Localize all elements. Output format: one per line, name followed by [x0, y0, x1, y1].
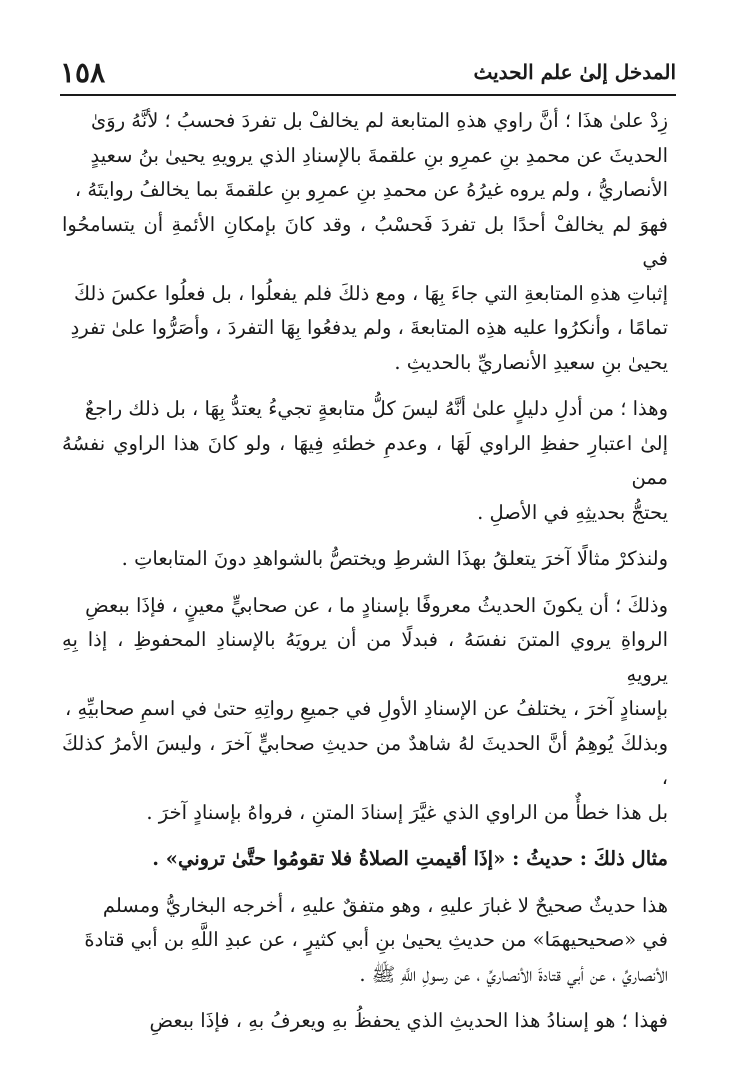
text-line: الحديثَ عن محمدِ بنِ عمرِو بنِ علقمةَ بالإسنادِ الذي يرويهِ يحيىٰ بنُ سعيدٍ — [90, 143, 668, 167]
paragraph — [62, 392, 668, 530]
paragraph — [62, 542, 668, 577]
text-line: إثباتِ هذهِ المتابعةِ التي جاءَ بِهَا ، ومع ذلكَ فلم يفعلُوا ، بل فعلُوا عكسَ ذلكَ — [74, 281, 668, 305]
page-number: ١٥٨ — [60, 55, 106, 89]
text-line: فهذا ؛ هو إسنادُ هذا الحديثِ الذي يحفظُ بهِ ويعرفُ بهِ ، فإذَا ببعضِ — [149, 1009, 668, 1032]
running-title: المدخل إلىٰ علم الحديث — [473, 60, 676, 84]
paragraph — [62, 589, 668, 831]
header-rule — [60, 94, 676, 96]
paragraph — [62, 104, 668, 380]
text-line: فهوَ لم يخالفْ أحدًا بل تفردَ فَحسْبُ ، وقد كانَ بإمكانِ الأئمةِ أن يتسامحُوا في — [62, 212, 668, 270]
text-line: يحيىٰ بنِ سعيدِ الأنصاريِّ بالحديثِ . — [394, 350, 668, 374]
page-header — [60, 52, 676, 92]
text-line: إلىٰ اعتبارِ حفظِ الراوي لَهَا ، وعدمِ خطئهِ فِيهَا ، ولو كانَ هذا الراوي نفسُهُ ممن — [62, 431, 668, 489]
text-line: هذا حديثٌ صحيحٌ لا غبارَ عليهِ ، وهو متفقٌ عليهِ ، أخرجه البخاريُّ ومسلم — [102, 893, 668, 917]
page-body — [62, 104, 668, 1039]
paragraph — [62, 889, 668, 993]
text-line: وهذا ؛ من أدلِ دليلٍ علىٰ أنَّهُ ليسَ كلُّ متابعةٍ تجيءُ يعتدُّ بِهَا ، بل ذلك راجعٌ — [84, 397, 668, 420]
text-line: بإسنادٍ آخرَ ، يختلفُ عن الإسنادِ الأولِ في جميعِ رواتِهِ حتىٰ في اسمِ صحابيِّهِ ، — [65, 697, 668, 720]
text-line: الأنصاريِّ ، عن أبي قتادةَ الأنصاريِّ ، عن رسولِ اللَّهِ ﷺ . — [359, 962, 668, 986]
text-line: وذلكَ ؛ أن يكونَ الحديثُ معروفًا بإسنادٍ ما ، عن صحابيٍّ معينٍ ، فإذَا ببعضِ — [85, 593, 668, 617]
text-line: ولنذكرْ مثالًا آخرَ يتعلقُ بهذَا الشرطِ ويختصُّ بالشواهدِ دونَ المتابعاتِ . — [121, 547, 668, 570]
text-line: الرواةِ يروي المتنَ نفسَهُ ، فبدلًا من أن يرويَهُ بالإسنادِ المحفوظِ ، إذا بِهِ يرويهِ — [62, 628, 668, 686]
text-line: مثال ذلكَ : حديثُ : «إذَا أقيمتِ الصلاةُ فلا تقومُوا حتَّىٰ تروني» . — [152, 847, 668, 870]
hadith-example-paragraph — [62, 842, 668, 877]
paragraph — [62, 1004, 668, 1039]
text-line: الأنصاريُّ ، ولم يروه غيرُهُ عن محمدِ بنِ عمرِو بنِ علقمةَ بما يخالفُ روايتَهُ ، — [74, 178, 668, 201]
text-line: زِدْ علىٰ هذَا ؛ أنَّ راوي هذهِ المتابعة لم يخالفْ بل تفردَ فحسبُ ؛ لأنَّهُ روَىٰ — [91, 109, 668, 132]
text-line: بل هذا خطأٌ من الراوي الذي غيَّرَ إسنادَ المتنِ ، فرواهُ بإسنادٍ آخرَ . — [146, 800, 668, 824]
text-line: يحتجُّ بحديثِهِ في الأصلِ . — [477, 500, 668, 524]
text-line: تمامًا ، وأنكرُوا عليه هذِه المتابعةَ ، ولم يدفعُوا بِهَا التفردَ ، وأصَرُّوا علىٰ تفردِ — [70, 316, 668, 339]
text-line: في «صحيحيهمَا» من حديثِ يحيىٰ بنِ أبي كثيرٍ ، عن عبدِ اللَّهِ بن أبي قتادةَ — [84, 928, 668, 951]
text-line: وبذلكَ يُوهِمُ أنَّ الحديثَ لهُ شاهدٌ من حديثِ صحابيٍّ آخرَ ، وليسَ الأمرُ كذلكَ ، — [62, 731, 668, 789]
